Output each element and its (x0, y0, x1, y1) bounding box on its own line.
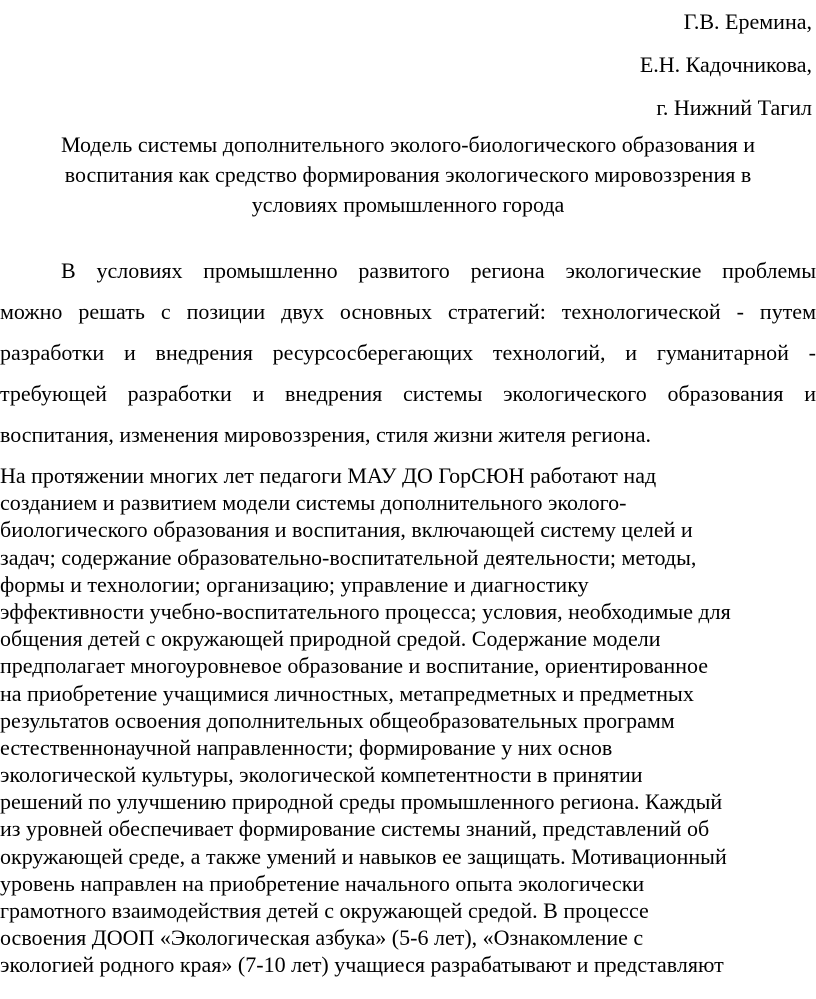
body-line: грамотного взаимодействия детей с окружающей средой. В процессе (0, 898, 649, 923)
author-block (640, 0, 812, 129)
body-line: задач; содержание образовательно-воспитательной деятельности; методы, (0, 544, 697, 570)
document-title (0, 130, 816, 220)
body-line: экологией родного края» (7-10 лет) учащиеся разрабатывают и представляют (0, 952, 724, 978)
intro-line: воспитания, изменения мировоззрения, стиля жизни жителя региона. (0, 422, 651, 447)
body-line: экологической культуры, экологической компетентности в принятии (0, 762, 643, 788)
body-paragraph (0, 462, 816, 979)
body-line: из уровней обеспечивает формирование системы знаний, представлений об (0, 816, 710, 842)
author-line: Е.Н. Кадочникова, (639, 52, 812, 77)
body-line: На протяжении многих лет педагоги МАУ ДО ГорСЮН работают над (0, 463, 657, 488)
intro-line: требующей разработки и внедрения системы экологического образования и (0, 381, 816, 406)
body-line: формы и технологии; организацию; управление и диагностику (0, 571, 589, 597)
body-line: окружающей среде, а также умений и навыков ее защищать. Мотивационный (0, 843, 727, 869)
body-line: результатов освоения дополнительных общеобразовательных программ (0, 707, 675, 733)
body-line: уровень направлен на приобретение начального опыта экологически (0, 870, 645, 896)
intro-line: разработки и внедрения ресурсосберегающих технологий, и гуманитарной - (0, 340, 816, 365)
body-line: естественнонаучной направленности; формирование у них основ (0, 734, 613, 760)
intro-paragraph (0, 250, 816, 455)
title-line: Модель системы дополнительного эколого-биологического образования и (60, 132, 756, 157)
intro-line: можно решать с позиции двух основных стратегий: технологической - путем (0, 299, 816, 324)
body-line: освоения ДООП «Экологическая азбука» (5-6 лет), «Ознакомление с (0, 925, 644, 951)
body-line: общения детей с окружающей природной средой. Содержание модели (0, 626, 661, 652)
body-line: биологического образования и воспитания, включающей систему целей и (0, 517, 693, 543)
body-line: созданием и развитием модели системы дополнительного эколого- (0, 490, 627, 516)
body-line: эффективности учебно-воспитательного процесса; условия, необходимые для (0, 598, 731, 624)
body-line: на приобретение учащимися личностных, метапредметных и предметных (0, 680, 694, 706)
author-line: Г.В. Еремина, (683, 9, 812, 34)
intro-line: В условиях промышленно развитого региона экологические проблемы (61, 258, 816, 283)
body-line: предполагает многоуровневое образование и воспитание, ориентированное (0, 653, 709, 679)
author-location: г. Нижний Тагил (656, 95, 812, 120)
title-line: воспитания как средство формирования экологического мировоззрения в (64, 162, 752, 187)
title-line: условиях промышленного города (251, 192, 565, 217)
body-line: решений по улучшению природной среды промышленного региона. Каждый (0, 789, 723, 815)
